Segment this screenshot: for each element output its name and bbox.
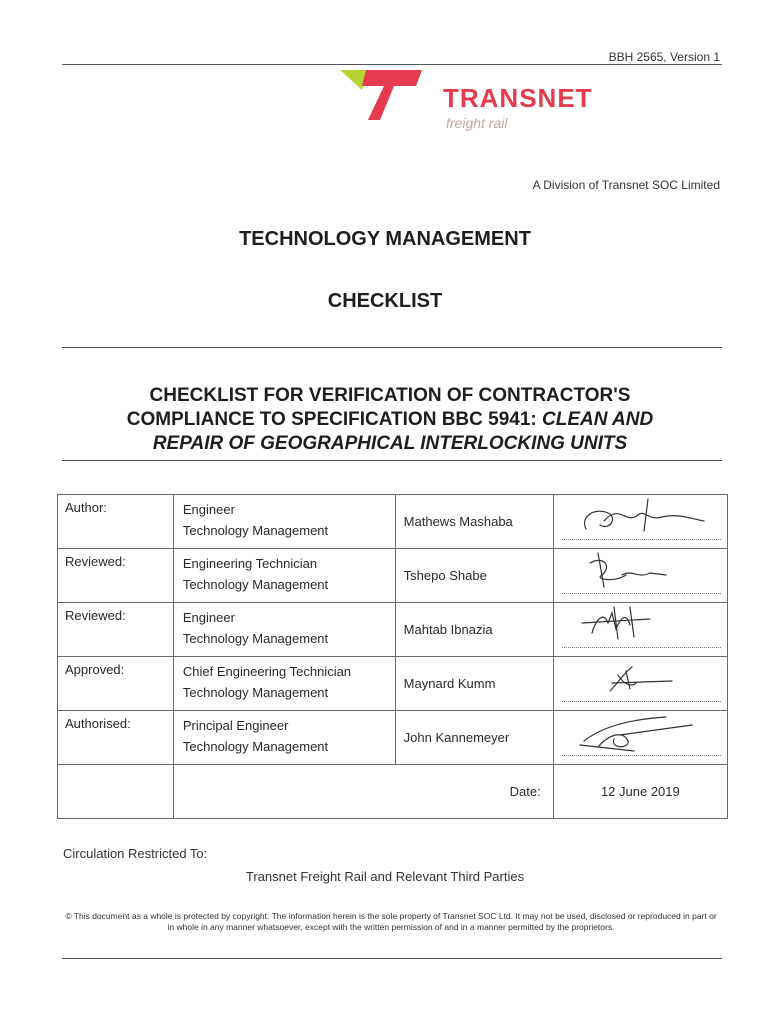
subject-line-2	[60, 408, 720, 432]
subject-rule	[62, 460, 722, 461]
signatory-role: Approved:	[58, 657, 174, 711]
signature-line	[562, 647, 721, 648]
position-line-2: Technology Management	[182, 685, 329, 700]
position-line-1: Engineer	[182, 610, 235, 625]
signature-cell	[553, 549, 727, 603]
signatory-name: Mathews Mashaba	[395, 495, 553, 549]
signatory-position	[173, 549, 395, 603]
position-line-1: Engineer	[182, 502, 235, 517]
position-line-2: Technology Management	[182, 631, 329, 646]
circulation-label: Circulation Restricted To:	[63, 846, 208, 861]
signatory-name: Mahtab Ibnazia	[395, 603, 553, 657]
title-rule	[62, 347, 722, 348]
signatory-position	[173, 603, 395, 657]
signature-line	[562, 539, 721, 540]
copyright-notice: © This document as a whole is protected by copyright. The information herein is the sole property of Transnet SOC Ltd. It may not be used, disclosed or reproduced in part or in whole in any manner whatsoever, except with the written permission of and in a manner permitted by the proprietors.	[65, 911, 717, 932]
signatory-row	[58, 495, 728, 549]
signature-cell	[553, 603, 727, 657]
date-empty-cell	[58, 765, 174, 819]
position-line-2: Technology Management	[182, 523, 329, 538]
signatory-row	[58, 657, 728, 711]
signatory-name: Tshepo Shabe	[395, 549, 553, 603]
document-subject	[60, 384, 720, 456]
document-reference: BBH 2565, Version 1	[608, 50, 720, 64]
position-line-1: Principal Engineer	[182, 718, 289, 733]
signatory-position	[173, 711, 395, 765]
date-value: 12 June 2019	[553, 765, 727, 819]
signatory-role: Author:	[58, 495, 174, 549]
subject-line-3: REPAIR OF GEOGRAPHICAL INTERLOCKING UNITS	[152, 433, 628, 454]
date-label: Date:	[173, 765, 553, 819]
handwritten-signature-icon	[554, 657, 740, 701]
footer-rule	[62, 958, 722, 959]
logo-wordmark: TRANSNET	[443, 83, 593, 113]
subject-line-2-plain: COMPLIANCE TO SPECIFICATION BBC 5941:	[126, 409, 543, 430]
signatory-position	[173, 657, 395, 711]
document-type: CHECKLIST	[327, 290, 443, 312]
signatory-row	[58, 549, 728, 603]
signatory-role: Reviewed:	[58, 549, 174, 603]
signature-cell	[553, 711, 727, 765]
date-row	[58, 765, 728, 819]
header-rule	[62, 64, 722, 65]
signature-table	[57, 494, 728, 819]
signatory-name: Maynard Kumm	[395, 657, 553, 711]
subject-line-1: CHECKLIST FOR VERIFICATION OF CONTRACTOR'S	[149, 385, 631, 406]
position-line-1: Chief Engineering Technician	[182, 664, 352, 679]
signature-line	[562, 701, 721, 702]
position-line-2: Technology Management	[182, 739, 329, 754]
handwritten-signature-icon	[554, 603, 740, 647]
logo-subtitle: freight rail	[446, 115, 508, 131]
signatory-row	[58, 603, 728, 657]
position-line-2: Technology Management	[182, 577, 329, 592]
handwritten-signature-icon	[554, 711, 740, 755]
signatory-name: John Kannemeyer	[395, 711, 553, 765]
signature-line	[562, 593, 721, 594]
signature-line	[562, 755, 721, 756]
signature-cell	[553, 495, 727, 549]
main-title: TECHNOLOGY MANAGEMENT	[239, 228, 531, 250]
signature-cell	[553, 657, 727, 711]
division-text: A Division of Transnet SOC Limited	[532, 178, 720, 192]
signatory-position	[173, 495, 395, 549]
signatory-role: Reviewed:	[58, 603, 174, 657]
handwritten-signature-icon	[554, 549, 740, 593]
handwritten-signature-icon	[554, 495, 740, 539]
position-line-1: Engineering Technician	[182, 556, 318, 571]
signatory-role: Authorised:	[58, 711, 174, 765]
circulation-value: Transnet Freight Rail and Relevant Third Parties	[245, 869, 525, 884]
signatory-row	[58, 711, 728, 765]
subject-line-2-italic: CLEAN AND	[542, 409, 654, 430]
